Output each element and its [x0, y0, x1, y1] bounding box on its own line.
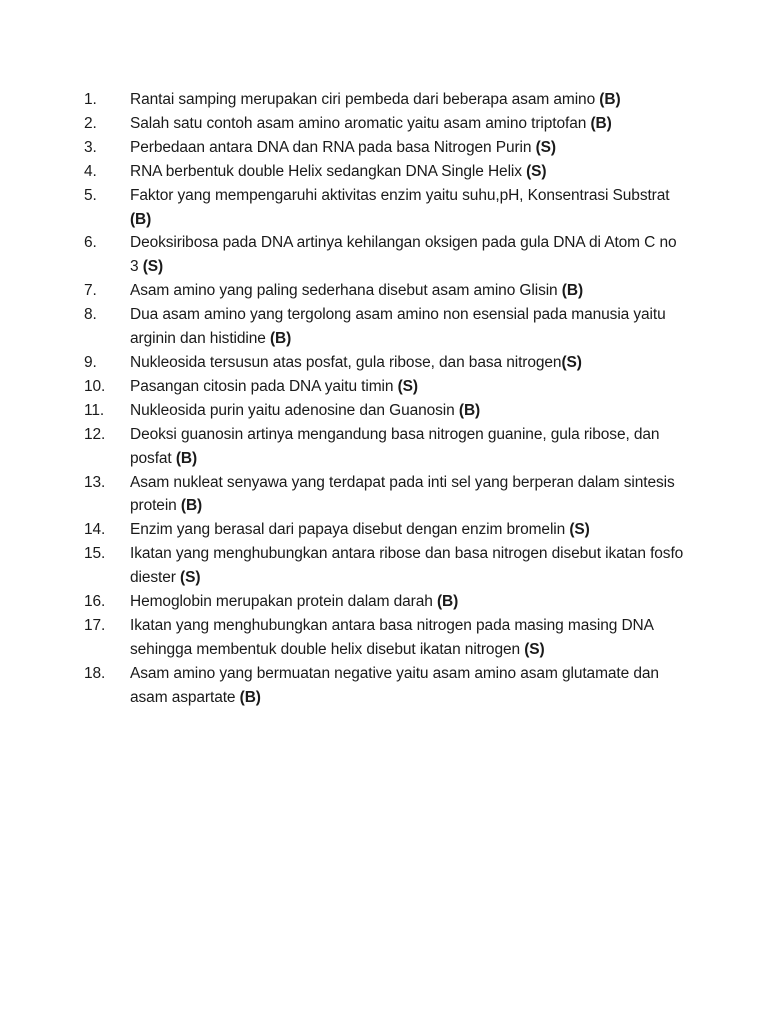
- item-answer: (S): [180, 569, 201, 587]
- statement-item: [84, 160, 684, 184]
- statement-item: [84, 518, 684, 542]
- item-text: Hemoglobin merupakan protein dalam darah: [130, 593, 437, 611]
- item-text: Enzim yang berasal dari papaya disebut dengan enzim bromelin: [130, 521, 570, 539]
- item-text: Ikatan yang menghubungkan antara ribose dan basa nitrogen disebut ikatan fosfo diester: [130, 545, 684, 587]
- statement-item: [84, 279, 684, 303]
- item-number: 12.: [84, 425, 106, 443]
- item-answer: (B): [436, 593, 459, 611]
- item-number: 7.: [84, 282, 97, 300]
- item-answer: (S): [142, 258, 164, 276]
- statement-item: [84, 136, 684, 160]
- item-answer: (B): [599, 91, 621, 108]
- item-answer: (S): [535, 138, 556, 156]
- item-number: 13.: [84, 473, 106, 491]
- item-answer: (B): [239, 688, 261, 706]
- item-answer: (B): [175, 449, 198, 467]
- statement-item: [84, 542, 684, 590]
- item-number: 2.: [84, 114, 97, 132]
- item-text: Nukleosida tersusun atas posfat, gula ribose, dan basa nitrogen: [130, 353, 562, 371]
- item-answer: (B): [561, 282, 584, 300]
- item-answer: (S): [526, 162, 547, 180]
- item-text: Nukleosida purin yaitu adenosine dan Guanosin: [130, 401, 459, 419]
- item-answer: (B): [590, 114, 612, 132]
- item-number: 5.: [84, 186, 97, 204]
- item-answer: (S): [561, 353, 582, 371]
- statement-item: [84, 351, 684, 375]
- item-text: RNA berbentuk double Helix sedangkan DNA Single Helix: [130, 162, 527, 180]
- item-text: Asam amino yang bermuatan negative yaitu asam amino asam glutamate dan asam aspartate: [130, 664, 659, 706]
- item-text: Asam nukleat senyawa yang terdapat pada inti sel yang berperan dalam sintesis protein: [130, 473, 675, 515]
- item-answer: (B): [180, 497, 203, 515]
- item-number: 3.: [84, 138, 97, 156]
- statement-item: [84, 423, 684, 471]
- item-number: 6.: [84, 234, 97, 252]
- item-answer: (S): [524, 640, 545, 658]
- statement-item: [84, 184, 684, 232]
- item-number: 4.: [84, 162, 97, 180]
- statement-item: [84, 399, 684, 423]
- item-number: 1.: [84, 91, 97, 108]
- item-number: 8.: [84, 306, 97, 324]
- item-text: Ikatan yang menghubungkan antara basa nitrogen pada masing masing DNA sehingga membentuk double helix disebut ikatan nitrogen: [130, 616, 654, 658]
- item-text: Deoksi guanosin artinya mengandung basa nitrogen guanine, gula ribose, dan posfat: [130, 425, 660, 467]
- item-answer: (B): [458, 401, 481, 419]
- statement-item: [84, 88, 684, 112]
- item-number: 11.: [84, 401, 105, 419]
- statement-item: [84, 112, 684, 136]
- item-answer: (B): [269, 330, 292, 348]
- item-text: Salah satu contoh asam amino aromatic yaitu asam amino triptofan: [130, 114, 591, 132]
- item-text: Rantai samping merupakan ciri pembeda dari beberapa asam amino: [130, 91, 600, 108]
- item-number: 14.: [84, 521, 106, 539]
- item-answer: (S): [397, 377, 418, 395]
- item-text: Dua asam amino yang tergolong asam amino non esensial pada manusia yaitu arginin dan histidine: [130, 306, 666, 348]
- item-number: 9.: [84, 353, 97, 371]
- statement-item: [84, 303, 684, 351]
- item-number: 10.: [84, 377, 106, 395]
- item-answer: (B): [130, 210, 152, 228]
- item-number: 17.: [84, 616, 106, 634]
- item-answer: (S): [569, 521, 590, 539]
- item-number: 16.: [84, 593, 106, 611]
- item-text: Faktor yang mempengaruhi aktivitas enzim yaitu suhu,pH, Konsentrasi Substrat: [130, 186, 670, 204]
- item-text: Deoksiribosa pada DNA artinya kehilangan oksigen pada gula DNA di Atom C no 3: [130, 234, 677, 276]
- item-text: Asam amino yang paling sederhana disebut asam amino Glisin: [130, 282, 562, 300]
- item-number: 15.: [84, 545, 106, 563]
- item-text: Perbedaan antara DNA dan RNA pada basa Nitrogen Purin: [130, 138, 536, 156]
- statement-item: [84, 231, 684, 279]
- statement-item: [84, 590, 684, 614]
- statement-list: [84, 88, 684, 710]
- statement-item: [84, 471, 684, 519]
- statement-item: [84, 662, 684, 710]
- statement-item: [84, 614, 684, 662]
- item-number: 18.: [84, 664, 106, 682]
- statement-item: [84, 375, 684, 399]
- item-text: Pasangan citosin pada DNA yaitu timin: [130, 377, 398, 395]
